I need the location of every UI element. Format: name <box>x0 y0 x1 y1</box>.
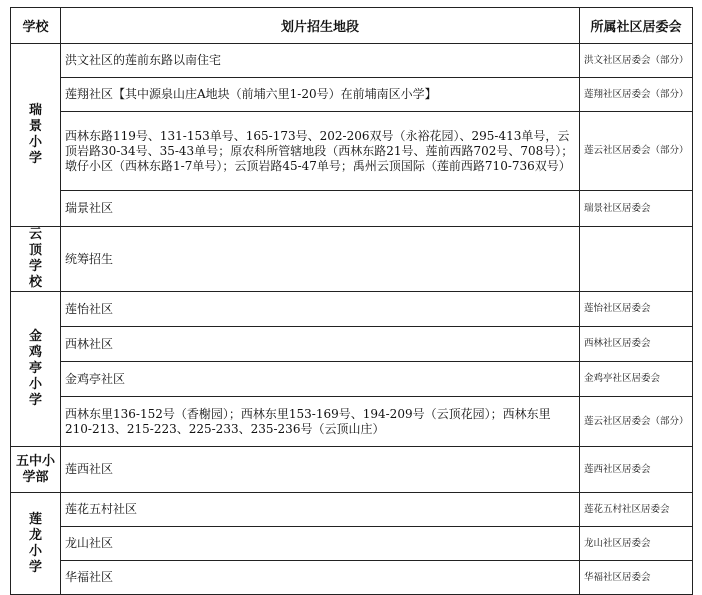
community-cell: 洪文社区居委会（部分） <box>580 44 693 78</box>
school-cell: 五中小学部 <box>11 447 61 493</box>
area-cell: 统筹招生 <box>61 227 580 292</box>
area-cell: 瑞景社区 <box>61 191 580 227</box>
community-cell: 莲花五村社区居委会 <box>580 493 693 527</box>
table-row <box>11 191 693 227</box>
table-header <box>11 8 693 44</box>
zoning-table <box>10 7 693 595</box>
area-cell: 西林东里136-152号（香榭园）；西林东里153-169号、194-209号（云顶花园）；西林东里210-213、215-223、225-233、235-236号（云顶山庄） <box>61 397 580 447</box>
area-cell: 龙山社区 <box>61 527 580 561</box>
community-cell: 莲云社区居委会（部分） <box>580 112 693 191</box>
table-row <box>11 493 693 527</box>
table-row <box>11 327 693 362</box>
table-row <box>11 78 693 112</box>
area-cell: 洪文社区的莲前东路以南住宅 <box>61 44 580 78</box>
table-row <box>11 112 693 191</box>
school-cell: 金鸡亭小学 <box>11 292 61 447</box>
community-cell: 瑞景社区居委会 <box>580 191 693 227</box>
table-body <box>11 44 693 595</box>
community-cell: 华福社区居委会 <box>580 561 693 595</box>
table-row <box>11 397 693 447</box>
community-cell <box>580 227 693 292</box>
area-cell: 西林社区 <box>61 327 580 362</box>
table-row <box>11 292 693 327</box>
header-area: 划片招生地段 <box>61 8 580 44</box>
table-row <box>11 227 693 292</box>
area-cell: 莲西社区 <box>61 447 580 493</box>
community-cell: 西林社区居委会 <box>580 327 693 362</box>
area-cell: 华福社区 <box>61 561 580 595</box>
community-cell: 莲翔社区居委会（部分） <box>580 78 693 112</box>
table-row <box>11 527 693 561</box>
area-cell: 莲翔社区【其中源泉山庄A地块（前埔六里1-20号）在前埔南区小学】 <box>61 78 580 112</box>
header-school: 学校 <box>11 8 61 44</box>
area-cell: 西林东路119号、131-153单号、165-173号、202-206双号（永裕花园）、295-413单号，云顶岩路30-34号、35-43单号；原农科所管辖地段（西林东路21号、莲前西路702号、708号）；墩仔小区（西林东路1-7单号）；云顶岩路45-47单号；禹州云顶国际（莲前西路710-736双号） <box>61 112 580 191</box>
header-community: 所属社区居委会 <box>580 8 693 44</box>
community-cell: 龙山社区居委会 <box>580 527 693 561</box>
table-row <box>11 362 693 397</box>
header-row <box>11 8 693 44</box>
school-cell: 莲龙小学 <box>11 493 61 595</box>
table-row <box>11 44 693 78</box>
school-cell: 云顶学校 <box>11 227 61 292</box>
community-cell: 莲云社区居委会（部分） <box>580 397 693 447</box>
community-cell: 莲怡社区居委会 <box>580 292 693 327</box>
community-cell: 莲西社区居委会 <box>580 447 693 493</box>
school-cell: 瑞景小学 <box>11 44 61 227</box>
area-cell: 莲花五村社区 <box>61 493 580 527</box>
community-cell: 金鸡亭社区居委会 <box>580 362 693 397</box>
area-cell: 金鸡亭社区 <box>61 362 580 397</box>
area-cell: 莲怡社区 <box>61 292 580 327</box>
table-row <box>11 447 693 493</box>
